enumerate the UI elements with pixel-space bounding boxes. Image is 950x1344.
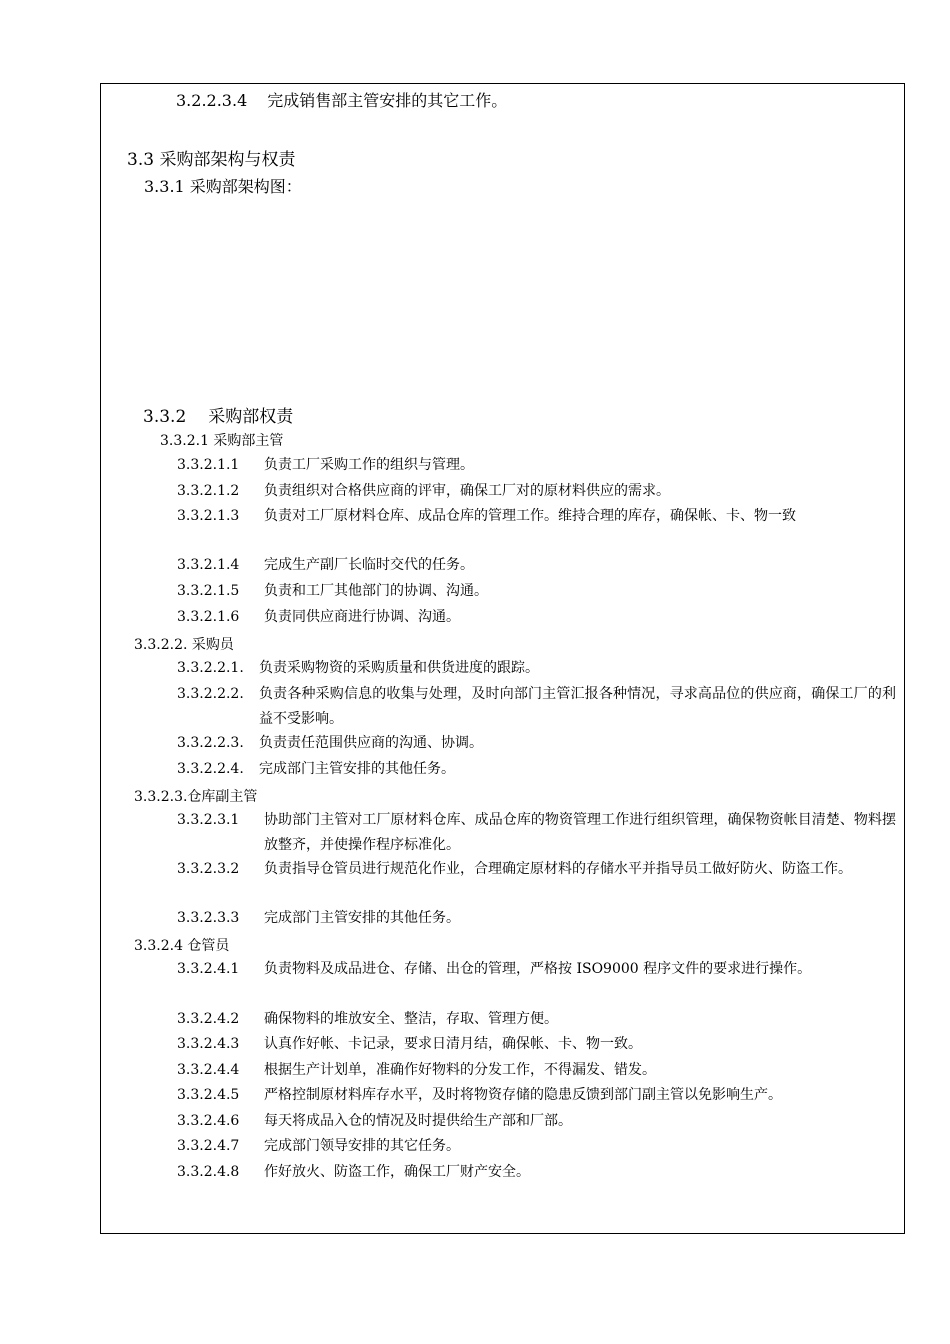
- section-heading-3-3: 3.3 采购部架构与权责: [127, 150, 296, 170]
- item-number: 3.3.2.1.6: [177, 609, 240, 625]
- item-text: 确保物料的堆放安全、整洁，存取、管理方便。: [264, 1011, 558, 1027]
- item-text: 每天将成品入仓的情况及时提供给生产部和厂部。: [264, 1113, 572, 1129]
- item-number: 3.3.2.4.8: [177, 1164, 240, 1180]
- item-number: 3.3.2.3.1: [177, 812, 240, 828]
- item-number: 3.3.2.4.2: [177, 1011, 240, 1027]
- subsection-heading: 3.3.2.1 采购部主管: [160, 433, 284, 449]
- item-text: 完成部门主管安排的其他任务。: [259, 761, 455, 777]
- section-heading-3-3-1: 3.3.1 采购部架构图：: [144, 177, 302, 196]
- item-number: 3.3.2.3.2: [177, 861, 240, 877]
- subsection-heading: 3.3.2.2. 采购员: [134, 637, 234, 653]
- item-number: 3.3.2.2.2.: [177, 686, 244, 702]
- item-number: 3.3.2.1.3: [177, 508, 240, 524]
- item-number: 3.3.2.4.4: [177, 1062, 240, 1078]
- item-text: 负责责任范围供应商的沟通、协调。: [259, 735, 483, 751]
- item-text: 负责工厂采购工作的组织与管理。: [264, 457, 474, 473]
- item-number: 3.3.2.1.5: [177, 583, 240, 599]
- item-number: 3.3.2.2.4.: [177, 761, 244, 777]
- item-text: 负责各种采购信息的收集与处理，及时向部门主管汇报各种情况，寻求高品位的供应商，确保工厂的利益不受影响。: [259, 686, 896, 727]
- item-number: 3.3.2.4.6: [177, 1113, 240, 1129]
- item-text: 完成部门主管安排的其他任务。: [264, 910, 460, 926]
- section-title: 采购部权责: [208, 407, 294, 427]
- top-item-number: 3.2.2.3.4: [176, 91, 248, 110]
- item-text: 负责和工厂其他部门的协调、沟通。: [264, 583, 488, 599]
- item-text: 负责指导仓管员进行规范化作业，合理确定原材料的存储水平并指导员工做好防火、防盗工作。: [264, 861, 852, 877]
- item-number: 3.3.2.1.4: [177, 557, 240, 573]
- item-number: 3.3.2.1.2: [177, 483, 240, 499]
- item-text: 协助部门主管对工厂原材料仓库、成品仓库的物资管理工作进行组织管理，确保物资帐目清楚、物料摆放整齐，并使操作程序标准化。: [264, 812, 896, 853]
- item-number: 3.3.2.2.1.: [177, 660, 244, 676]
- item-number: 3.3.2.1.1: [177, 457, 240, 473]
- item-text: 完成部门领导安排的其它任务。: [264, 1138, 460, 1154]
- item-text: 作好放火、防盗工作，确保工厂财产安全。: [264, 1164, 530, 1180]
- item-text: 负责同供应商进行协调、沟通。: [264, 609, 460, 625]
- section-heading-3-3-2: [143, 402, 293, 427]
- item-number: 3.3.2.2.3.: [177, 735, 244, 751]
- item-number: 3.3.2.4.7: [177, 1138, 240, 1154]
- item-text: 负责组织对合格供应商的评审，确保工厂对的原材料供应的需求。: [264, 483, 670, 499]
- item-text: 负责物料及成品进仓、存储、出仓的管理，严格按 ISO9000 程序文件的要求进行操作。: [264, 961, 812, 977]
- section-number: 3.3.2: [143, 407, 187, 427]
- top-item: [176, 88, 507, 111]
- item-text: 负责采购物资的采购质量和供货进度的跟踪。: [259, 660, 539, 676]
- item-text: 完成生产副厂长临时交代的任务。: [264, 557, 474, 573]
- item-number: 3.3.2.3.3: [177, 910, 240, 926]
- item-number: 3.3.2.4.1: [177, 961, 240, 977]
- subsection-heading: 3.3.2.4 仓管员: [134, 938, 230, 954]
- item-text: 根据生产计划单，准确作好物料的分发工作，不得漏发、错发。: [264, 1062, 656, 1078]
- item-text: 认真作好帐、卡记录，要求日清月结，确保帐、卡、物一致。: [264, 1036, 642, 1052]
- item-text: 负责对工厂原材料仓库、成品仓库的管理工作。维持合理的库存，确保帐、卡、物一致: [264, 508, 796, 524]
- item-number: 3.3.2.4.5: [177, 1087, 240, 1103]
- item-number: 3.3.2.4.3: [177, 1036, 240, 1052]
- top-item-text: 完成销售部主管安排的其它工作。: [267, 91, 508, 110]
- subsection-heading: 3.3.2.3.仓库副主管: [134, 789, 258, 805]
- item-text: 严格控制原材料库存水平，及时将物资存储的隐患反馈到部门副主管以免影响生产。: [264, 1087, 782, 1103]
